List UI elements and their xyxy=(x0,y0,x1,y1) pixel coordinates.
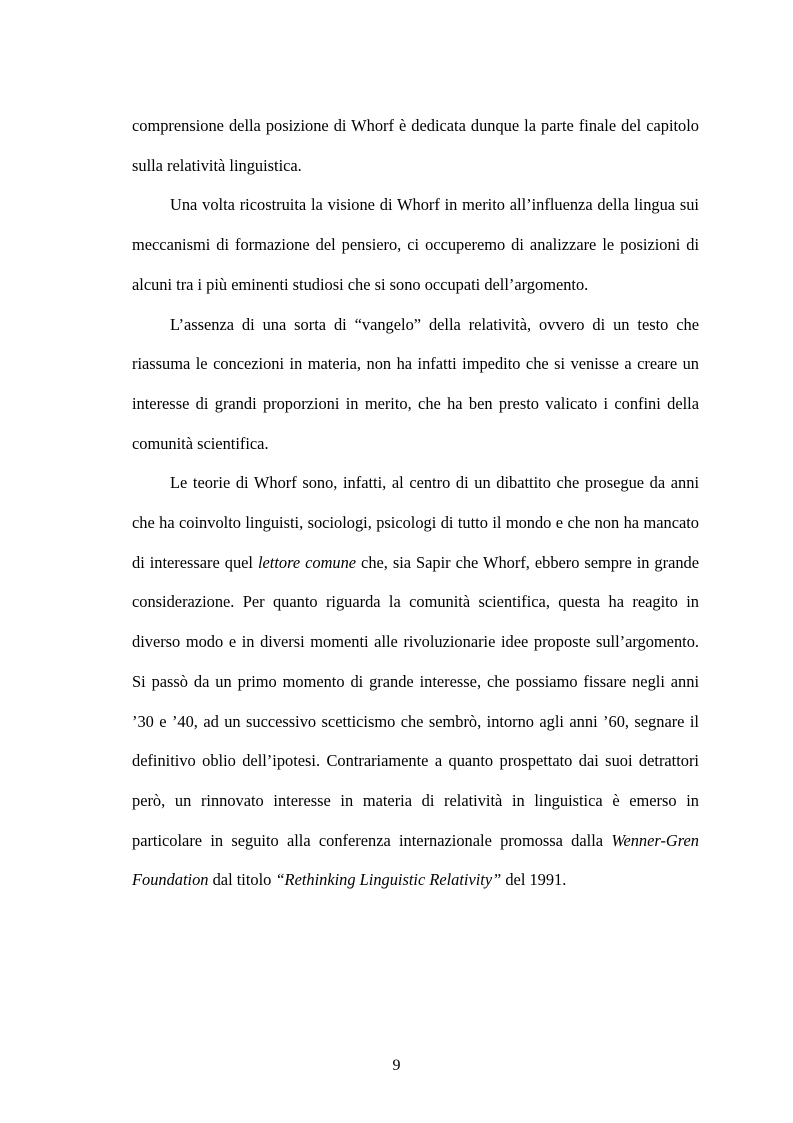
paragraph-2 xyxy=(132,185,699,304)
paragraph-4 xyxy=(132,463,699,900)
text-span: Le teorie di Whorf sono, infatti, al centro di un dibattito che prosegue da anni che ha coinvolto linguisti, sociologi, psicologi di tutto il mondo e che non ha mancato di interessare quel xyxy=(132,473,699,572)
text-span: comprensione della posizione di Whorf è dedicata dunque la parte finale del capitolo sulla relatività linguistica. xyxy=(132,116,699,175)
text-span: L’assenza di una sorta di “vangelo” della relatività, ovvero di un testo che riassuma le concezioni in materia, non ha infatti impedito che si venisse a creare un interesse di grandi proporzioni in merito, che ha ben presto valicato i confini della comunità scientifica. xyxy=(132,314,699,453)
italic-term-foundation: Wenner-Gren Foundation xyxy=(132,830,699,890)
italic-term-lettore-comune: lettore comune xyxy=(257,552,357,572)
text-span: che, sia Sapir che Whorf, ebbero sempre in grande considerazione. Per quanto riguarda la comunità scientifica, questa ha reagito in diverso modo e in diversi momenti alle rivoluzionarie idee proposte sull’argomento. Si passò da un primo momento di grande interesse, che possiamo fissare negli anni ’30 e ’40, ad un successivo scetticismo che sembrò, intorno agli anni ’60, segnare il definitivo oblio dell’ipotesi. Contrariamente a quanto prospettato dai suoi detrattori però, un rinnovato interesse in materia di relatività in linguistica è emerso in particolare in seguito alla conferenza internazionale promossa dalla xyxy=(132,552,700,850)
paragraph-3 xyxy=(132,305,699,464)
text-span: Una volta ricostruita la visione di Whorf in merito all’influenza della lingua sui meccanismi di formazione del pensiero, ci occuperemo di analizzare le posizioni di alcuni tra i più eminenti studiosi che si sono occupati dell’argomento. xyxy=(132,195,699,294)
page-number: 9 xyxy=(392,1057,401,1074)
paragraph-1 xyxy=(132,106,699,185)
text-span: del 1991. xyxy=(501,870,567,890)
body-text xyxy=(132,106,699,900)
text-span: dal titolo xyxy=(208,870,276,890)
italic-conference-title: “Rethinking Linguistic Relativity” xyxy=(275,870,502,890)
